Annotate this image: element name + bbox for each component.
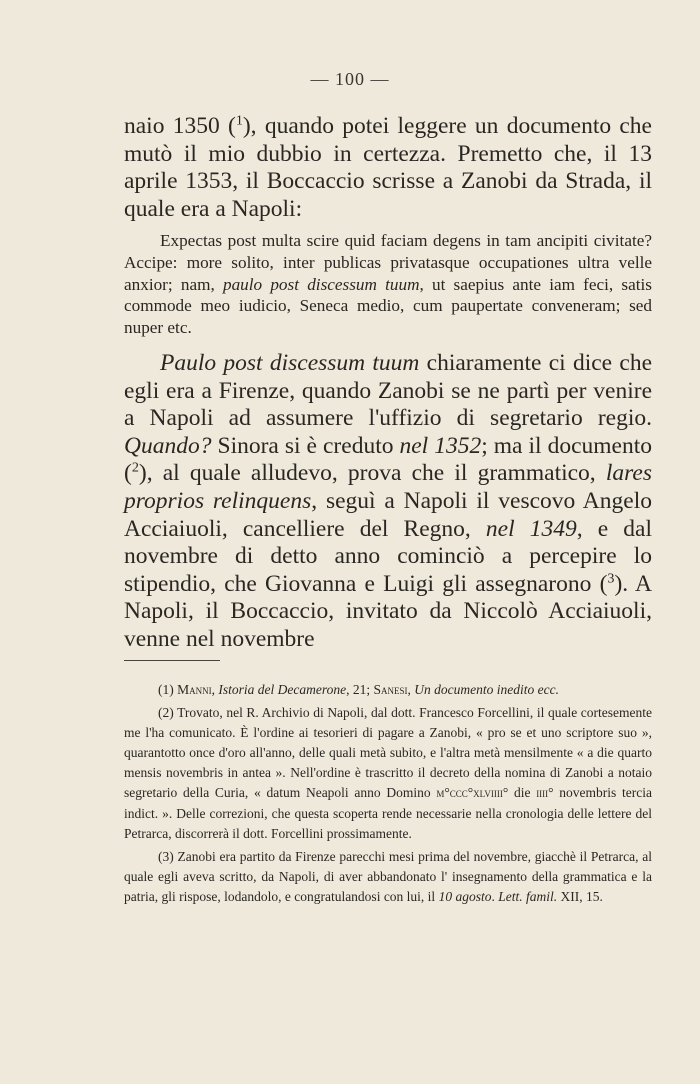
latin-quotation: Expectas post multa scire quid faciam degens in tam ancipiti civitate? Accipe: more solito, inter publicas privatasque occupationes ultra velle anxior; nam, paulo post discessum tuum, ut saepius ante iam feci, satis commode meo iudicio, Seneca medio, cum paupertate conveneram; sed nuper etc. (124, 231, 652, 338)
footnote-separator (124, 660, 220, 661)
footnote-ref-1[interactable]: 1 (235, 112, 243, 129)
paragraph-1: naio 1350 ($^1$), quando potei leggere un documento che mutò il mio dubbio in certezza. Premetto che, il 13 aprile 1353, il Boccaccio scrisse a Zanobi da Strada, il quale era a Napoli: (124, 112, 652, 222)
page-number: — 100 — (310, 69, 390, 89)
footnote-ref-2[interactable]: 2 (131, 459, 139, 476)
footnotes (124, 680, 652, 909)
footnote-2: (2) Trovato, nel R. Archivio di Napoli, dal dott. Francesco Forcellini, il quale cortesemente me l'ha comunicato. È l'ordine ai tesorieri di pagare a Zanobi, « pro se et uno scriptore suo », quarantotto once d'oro all'anno, delle quali metà subito, e l'altra metà mensilmente « a die quarto mensis novembris in antea ». Nell'ordine è trascritto il decreto della nomina di Zanobi a notaio segretario della Curia, « datum Neapoli anno Domino m°ccc°xlviiii° die iiii° novembris tercia indict. ». Delle correzioni, che questa scoperta rende necessarie nella cronologia delle lettere del Petrarca, discorrerà il dott. Forcellini prossimamente. (124, 705, 652, 841)
footnote-3: (3) Zanobi era partito da Firenze parecchi mesi prima del novembre, giacchè il Petrarca, al quale egli aveva scritto, da Napoli, di aver abbandonato l' insegnamento della grammatica e la patria, gli rispose, lodandolo, e congratulandosi con lui, il 10 agosto. Lett. famil. XII, 15. (124, 848, 652, 904)
footnote-ref-3[interactable]: 3 (607, 570, 615, 587)
footnote-1: (1) Manni, Istoria del Decamerone, 21; Sanesi, Un documento inedito ecc. (158, 682, 559, 697)
paragraph-2: Paulo post discessum tuum chiaramente ci dice che egli era a Firenze, quando Zanobi se ne partì per venire a Napoli ad assumere l'uffizio di segretario regio. Quando? Sinora si è creduto nel 1352; ma il documento ($^2$), al quale alludevo, prova che il grammatico, lares proprios relinquens, seguì a Napoli il vescovo Angelo Acciaiuoli, cancelliere del Regno, nel 1349, e dal novembre di detto anno cominciò a percepire lo stipendio, che Giovanna e Luigi gli assegnarono ($^3$). A Napoli, il Boccaccio, invitato da Niccolò Acciaiuoli, venne nel novembre (124, 350, 652, 652)
